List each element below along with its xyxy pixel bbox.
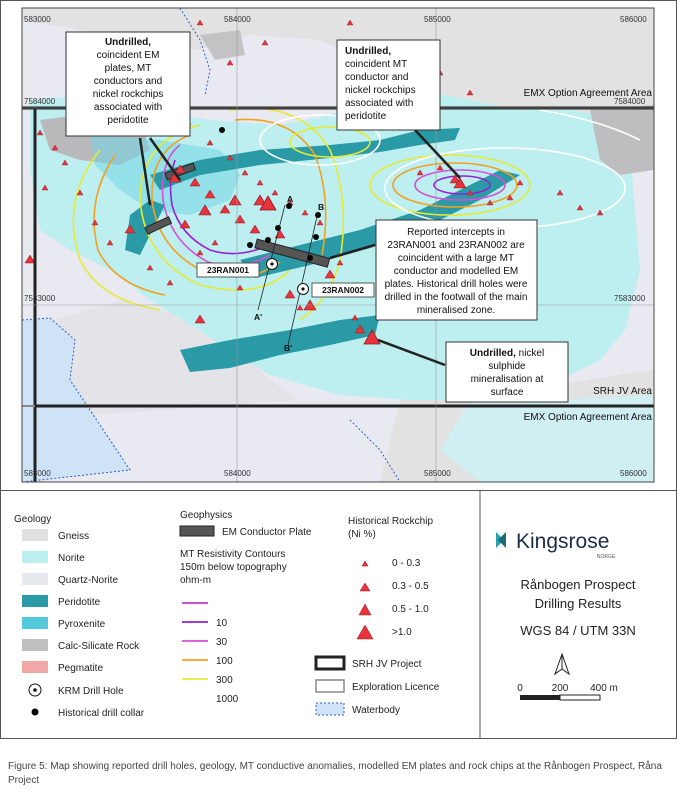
- svg-text:30: 30: [216, 637, 228, 648]
- drill-hole-label-2: [312, 283, 374, 297]
- rockchip-range-2: 0.3 - 0.5: [392, 581, 429, 592]
- callout-undrilled-sulphide: [446, 342, 568, 402]
- svg-text:associated with: associated with: [345, 98, 414, 109]
- map-title-line-2: Drilling Results: [534, 596, 622, 611]
- svg-text:coincident with a large MT: coincident with a large MT: [397, 253, 515, 264]
- grid-label-x2-top: 584000: [224, 15, 251, 24]
- section-label-b: B: [318, 202, 325, 212]
- geology-legend-title: Geology: [14, 514, 52, 525]
- exploration-licence-legend: [316, 680, 440, 693]
- callout-undrilled-west: [66, 32, 190, 136]
- section-label-b-prime: B': [284, 343, 293, 353]
- svg-text:Undrilled,: Undrilled,: [345, 46, 392, 57]
- svg-text:associated with: associated with: [93, 102, 163, 113]
- mt-title-line-2: 150m below topography: [180, 562, 287, 573]
- svg-text:Reported intercepts in: Reported intercepts in: [407, 227, 505, 238]
- section-label-a-prime: A': [254, 312, 263, 322]
- svg-text:Undrilled,: Undrilled,: [104, 37, 152, 48]
- svg-text:EM Conductor Plate: EM Conductor Plate: [222, 527, 312, 538]
- svg-text:peridotite: peridotite: [107, 115, 149, 126]
- callout-reported-intercepts: [376, 220, 537, 320]
- svg-text:Undrilled, nickel: [470, 348, 544, 359]
- map-title-line-1: Rånbogen Prospect: [520, 577, 636, 592]
- svg-text:Calc-Silicate Rock: Calc-Silicate Rock: [58, 641, 140, 652]
- scale-400: 400 m: [590, 683, 618, 694]
- grid-label-y1-left: 7584000: [24, 97, 56, 106]
- svg-text:Gneiss: Gneiss: [58, 531, 90, 542]
- grid-label-x3-top: 585000: [424, 15, 451, 24]
- figure-caption: Figure 5: Map showing reported drill holes, geology, MT conductive anomalies, modelled EM plates and rock chips at the Rånbogen Prospect, Råna Project: [8, 761, 662, 786]
- svg-text:KRM Drill Hole: KRM Drill Hole: [58, 686, 124, 697]
- svg-text:Waterbody: Waterbody: [352, 705, 400, 716]
- grid-label-y1-right: 7584000: [614, 97, 646, 106]
- grid-label-x3-bottom: 585000: [424, 469, 451, 478]
- svg-text:23RAN001: 23RAN001: [206, 265, 250, 275]
- section-label-a: A: [287, 194, 294, 204]
- krm-drill-hole-1: [267, 259, 278, 270]
- mt-title-line-3: ohm-m: [180, 575, 212, 586]
- svg-text:Exploration Licence: Exploration Licence: [352, 682, 440, 693]
- srh-area-label: SRH JV Area: [593, 386, 652, 397]
- brand-name: Kingsrose: [516, 530, 610, 553]
- rockchip-legend-title-2: (Ni %): [348, 529, 376, 540]
- svg-text:10: 10: [216, 618, 228, 629]
- svg-text:sulphide: sulphide: [488, 361, 526, 372]
- grid-label-x1-top: 583000: [24, 15, 51, 24]
- svg-text:100: 100: [216, 656, 233, 667]
- svg-text:mineralisation at: mineralisation at: [470, 374, 544, 385]
- krm-drill-hole-2: [298, 284, 309, 295]
- grid-label-x4-top: 586000: [620, 15, 647, 24]
- svg-text:Historical drill collar: Historical drill collar: [58, 708, 145, 719]
- svg-text:SRH JV Project: SRH JV Project: [352, 659, 422, 670]
- callout-undrilled-east: [337, 40, 440, 130]
- svg-text:23RAN001 and 23RAN002 are: 23RAN001 and 23RAN002 are: [387, 240, 525, 251]
- geophysics-legend-title: Geophysics: [180, 510, 233, 521]
- svg-text:surface: surface: [490, 387, 524, 398]
- svg-text:300: 300: [216, 675, 233, 686]
- svg-text:plates. Historical drill holes: plates. Historical drill holes were: [384, 279, 528, 290]
- svg-text:23RAN002: 23RAN002: [321, 285, 365, 295]
- svg-text:Quartz-Norite: Quartz-Norite: [58, 575, 119, 586]
- scale-0: 0: [517, 683, 523, 694]
- svg-text:mineralised zone.: mineralised zone.: [416, 305, 496, 316]
- emx-area-label-bottom: EMX Option Agreement Area: [523, 412, 652, 423]
- svg-text:conductor and: conductor and: [345, 72, 409, 83]
- svg-text:Pegmatite: Pegmatite: [58, 663, 104, 674]
- brand-sub: NORGE: [596, 554, 616, 560]
- svg-text:drilled in the footwall of the: drilled in the footwall of the main: [384, 292, 528, 303]
- drill-hole-label-1: [197, 263, 259, 277]
- grid-label-y2-right: 7583000: [614, 294, 646, 303]
- rockchip-range-1: 0 - 0.3: [392, 558, 421, 569]
- svg-text:Norite: Norite: [58, 553, 85, 564]
- srh-jv-legend: [316, 657, 422, 670]
- rockchip-legend-title-1: Historical Rockchip: [348, 516, 434, 527]
- svg-text:1000: 1000: [216, 694, 239, 705]
- svg-text:nickel rockchips: nickel rockchips: [92, 89, 164, 100]
- mt-title-line-1: MT Resistivity Contours: [180, 549, 286, 560]
- svg-text:peridotite: peridotite: [345, 111, 387, 122]
- grid-label-x2-bottom: 584000: [224, 469, 251, 478]
- scale-200: 200: [551, 683, 569, 694]
- em-plate-legend: [180, 526, 312, 538]
- waterbody-legend: [316, 703, 400, 716]
- projection-label: WGS 84 / UTM 33N: [520, 623, 636, 638]
- map-legend: [0, 482, 677, 740]
- svg-text:conductor and modelled EM: conductor and modelled EM: [393, 266, 519, 277]
- rockchip-range-4: >1.0: [392, 627, 412, 638]
- svg-text:nickel rockchips: nickel rockchips: [345, 85, 416, 96]
- grid-label-x1-bottom: 583000: [24, 469, 51, 478]
- callout-4-bold: Undrilled,: [469, 348, 516, 359]
- svg-text:Peridotite: Peridotite: [58, 597, 101, 608]
- grid-label-x4-bottom: 586000: [620, 469, 647, 478]
- emx-area-label-top: EMX Option Agreement Area: [523, 88, 652, 99]
- svg-text:conductors and: conductors and: [93, 76, 163, 87]
- rockchip-range-3: 0.5 - 1.0: [392, 604, 429, 615]
- svg-text:coincident EM: coincident EM: [96, 50, 160, 61]
- svg-text:coincident MT: coincident MT: [345, 59, 408, 70]
- svg-text:plates, MT: plates, MT: [104, 63, 152, 74]
- callout-4-first-rest: nickel: [515, 348, 545, 359]
- grid-label-y2-left: 7583000: [24, 294, 56, 303]
- svg-text:Pyroxenite: Pyroxenite: [58, 619, 106, 630]
